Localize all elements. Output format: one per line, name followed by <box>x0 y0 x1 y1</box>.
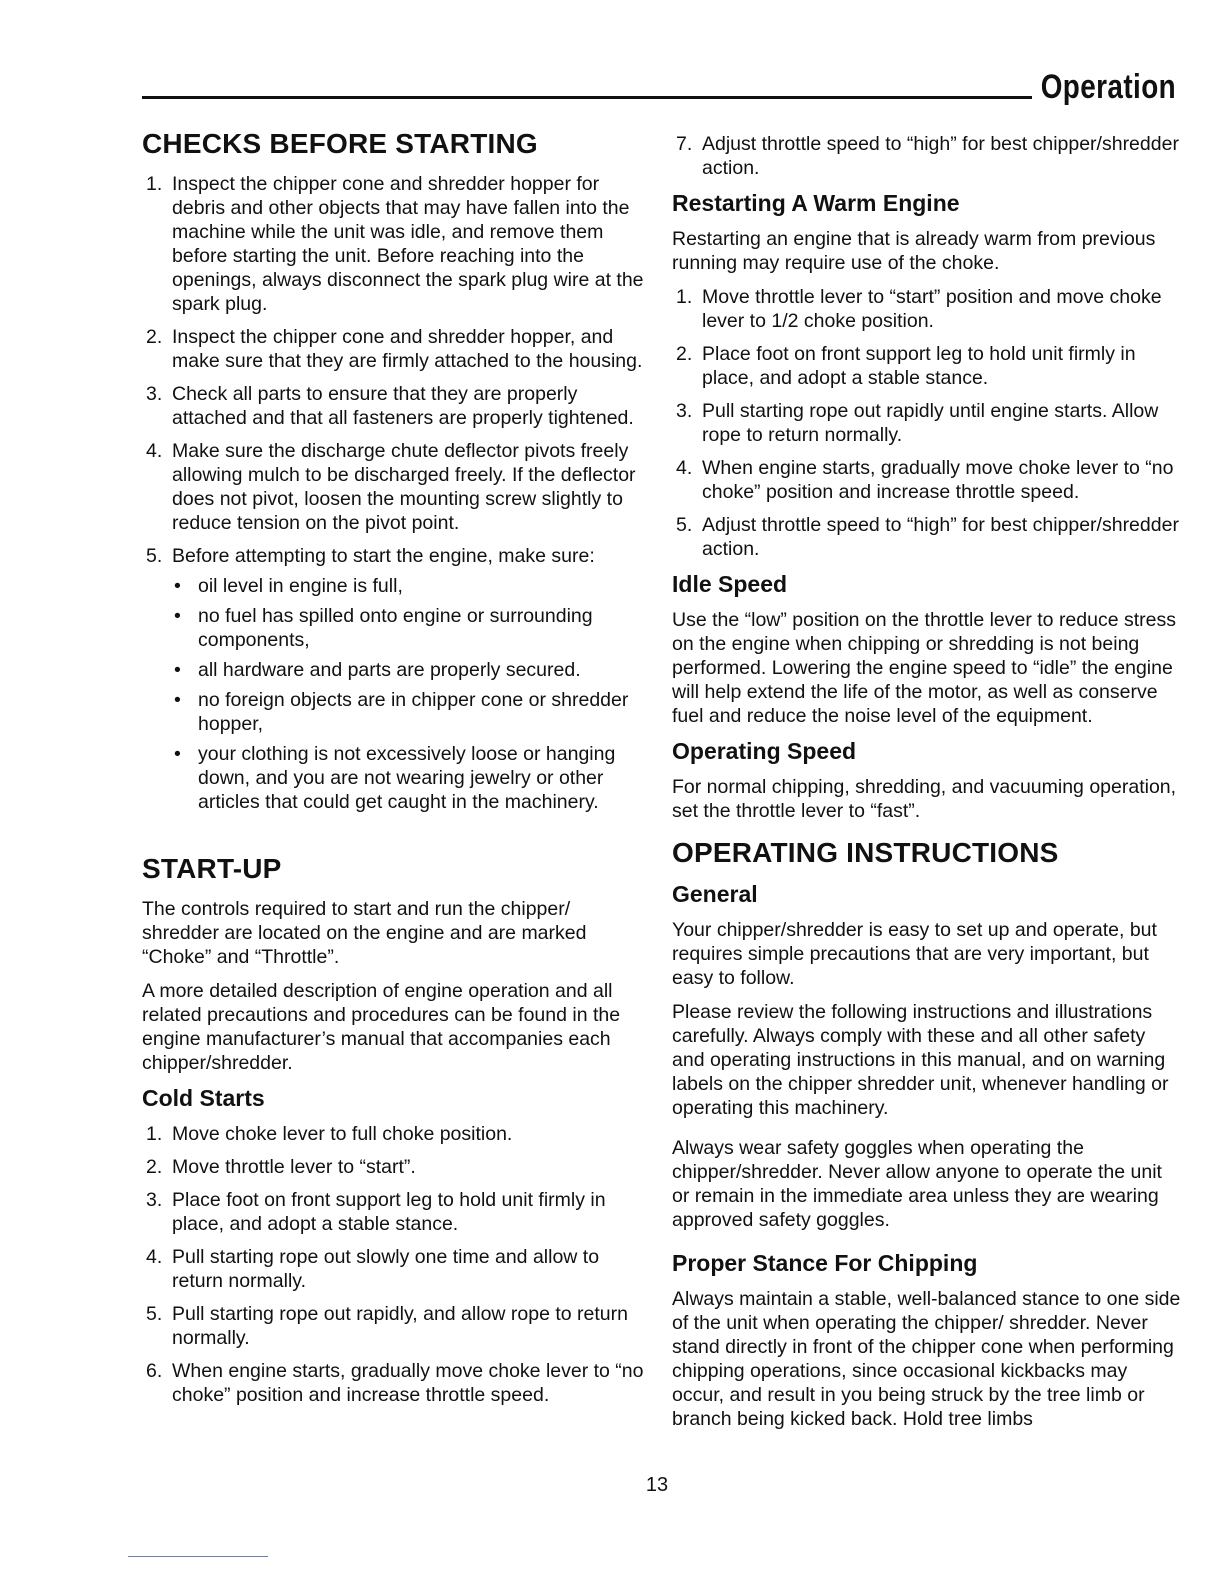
list-item: 1. Inspect the chipper cone and shredder hopper for debris and other objects that may have fallen into the machine while the unit was idle, and remove them before starting the unit. Before reaching into the openings, always disconnect the spark plug wire at the spark plug. <box>146 173 644 315</box>
startup-para-1: The controls required to start and run the chipper/ shredder are located on the engine and are marked “Choke” and “Throttle”. <box>142 898 587 968</box>
section-title: Operation <box>1040 68 1176 106</box>
list-item: 3. Pull starting rope out rapidly until engine starts. Allow rope to return normally. <box>676 400 1159 446</box>
checks-list <box>142 172 647 814</box>
warm-engine-list <box>672 285 1182 561</box>
cold-starts-list <box>142 1122 647 1407</box>
bullet-item: • no foreign objects are in chipper cone or shredder hopper, <box>142 688 647 736</box>
list-item: 5. Pull starting rope out rapidly, and allow rope to return normally. <box>146 1303 628 1349</box>
list-item: 2. Place foot on front support leg to hold unit firmly in place, and adopt a stable stance. <box>676 343 1136 389</box>
page-number: 13 <box>645 1474 669 1496</box>
checks-bullets <box>142 574 647 814</box>
general-para-2: Please review the following instructions and illustrations carefully. Always comply with these and all other safety and operating instructions in this manual, and on warning labels on the chipper shredder unit, whenever handling or operating this machinery. <box>672 1001 1169 1119</box>
list-item: 4. Make sure the discharge chute deflector pivots freely allowing mulch to be discharged freely. If the deflector does not pivot, loosen the mounting screw slightly to reduce tension on the pivot point. <box>146 440 636 534</box>
operating-speed-para: For normal chipping, shredding, and vacuuming operation, set the throttle lever to “fast”. <box>672 776 1177 822</box>
stance-para: Always maintain a stable, well-balanced stance to one side of the unit when operating the chipper/ shredder. Never stand directly in front of the chipper cone when performing chipping operations, since occasional kickbacks may occur, and result in you being struck by the tree limb or branch being kicked back. Hold tree limbs <box>672 1288 1181 1430</box>
list-item: 5. Before attempting to start the engine, make sure: • oil level in engine is full, • no fuel has spilled onto engine or surrounding components, • all hardware and parts are properly secured. • no foreign objects are in chipper cone or shredder hopper, • your clothing is not excessively loose or hanging down, and you are not wearing jewelry or other articles that could get caught in the machinery. <box>142 544 647 814</box>
bullet-item: • no fuel has spilled onto engine or surrounding components, <box>142 604 647 652</box>
list-item: 3. Place foot on front support leg to hold unit firmly in place, and adopt a stable stance. <box>146 1189 606 1235</box>
list-item: 1. Move throttle lever to “start” position and move choke lever to 1/2 choke position. <box>676 286 1162 332</box>
checks-heading: CHECKS BEFORE STARTING <box>142 128 538 159</box>
bullet-item: • all hardware and parts are properly secured. <box>142 658 647 682</box>
general-heading: General <box>672 881 758 907</box>
bullet-item: • oil level in engine is full, <box>142 574 647 598</box>
idle-speed-heading: Idle Speed <box>672 571 788 597</box>
startup-para-2: A more detailed description of engine operation and all related precautions and procedures can be found in the engine manufacturer’s manual that accompanies each chipper/shredder. <box>142 980 621 1074</box>
cold-starts-list-continued <box>672 132 1182 180</box>
list-item: 6. When engine starts, gradually move choke lever to “no choke” position and increase throttle speed. <box>146 1360 644 1406</box>
list-item: 4. Pull starting rope out slowly one time and allow to return normally. <box>146 1246 600 1292</box>
right-column <box>672 132 1182 1441</box>
list-item: 7. Adjust throttle speed to “high” for best chipper/shredder action. <box>676 133 1179 179</box>
header-rule <box>142 96 1032 99</box>
warm-engine-para: Restarting an engine that is already warm from previous running may require use of the choke. <box>672 228 1156 274</box>
warm-engine-heading: Restarting A Warm Engine <box>672 190 960 216</box>
list-item: 1. Move choke lever to full choke position. <box>146 1123 513 1145</box>
footer-line <box>128 1556 268 1557</box>
list-item: 3. Check all parts to ensure that they are properly attached and that all fasteners are properly tightened. <box>146 383 634 429</box>
stance-heading: Proper Stance For Chipping <box>672 1250 978 1276</box>
list-item: 4. When engine starts, gradually move choke lever to “no choke” position and increase throttle speed. <box>676 457 1174 503</box>
cold-starts-heading: Cold Starts <box>142 1085 265 1111</box>
left-column <box>142 128 647 1416</box>
operating-speed-heading: Operating Speed <box>672 738 857 764</box>
idle-speed-para: Use the “low” position on the throttle lever to reduce stress on the engine when chipping or shredding is not being performed. Lowering the engine speed to “idle” the engine will help extend the life of the motor, as well as conserve fuel and reduce the noise level of the equipment. <box>672 609 1176 727</box>
startup-heading: START-UP <box>142 853 282 884</box>
list-item: 2. Inspect the chipper cone and shredder hopper, and make sure that they are firmly attached to the housing. <box>146 326 643 372</box>
list-item: 2. Move throttle lever to “start”. <box>146 1156 416 1178</box>
general-para-3: Always wear safety goggles when operating the chipper/shredder. Never allow anyone to operate the unit or remain in the immediate area unless they are wearing approved safety goggles. <box>672 1137 1162 1231</box>
operating-instructions-heading: OPERATING INSTRUCTIONS <box>672 837 1059 868</box>
bullet-item: • your clothing is not excessively loose or hanging down, and you are not wearing jewelry or other articles that could get caught in the machinery. <box>142 742 647 814</box>
list-item: 5. Adjust throttle speed to “high” for best chipper/shredder action. <box>676 514 1179 560</box>
general-para-1: Your chipper/shredder is easy to set up and operate, but requires simple precautions that are very important, but easy to follow. <box>672 919 1157 989</box>
